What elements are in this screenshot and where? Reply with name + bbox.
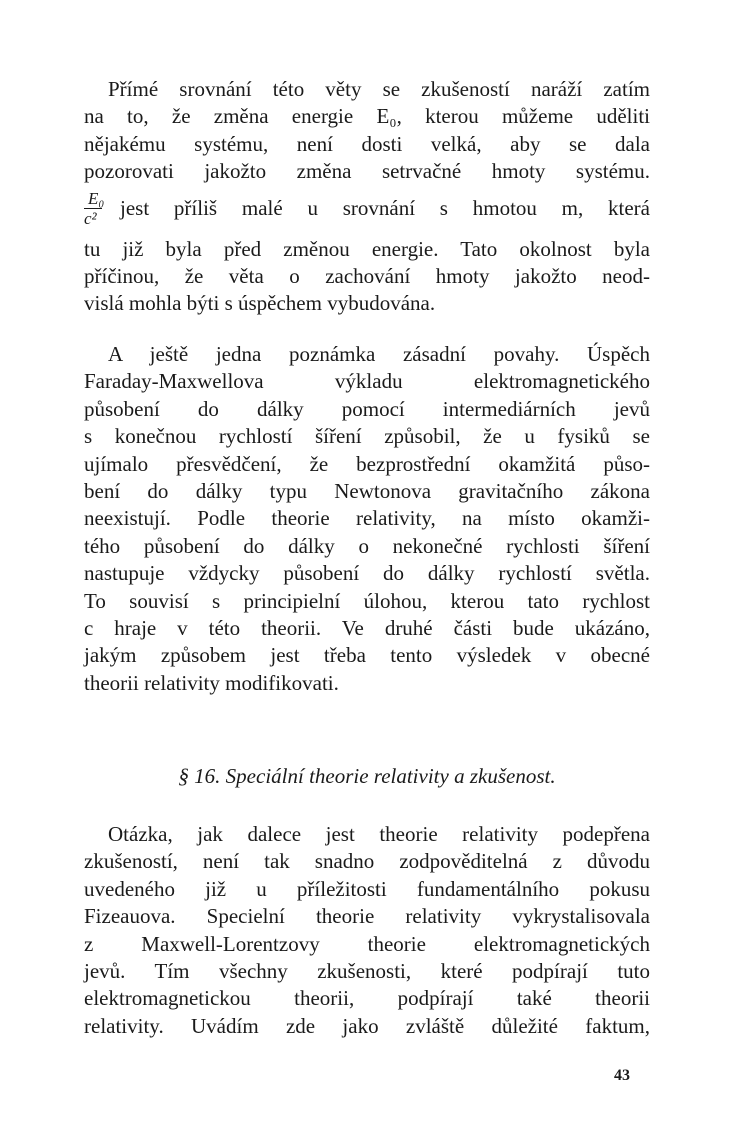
text-line: neexistují. Podle theorie relativity, na místo okamži- <box>84 506 650 531</box>
text-line: ujímalo přesvědčení, že bezprostřední okamžitá půso- <box>84 451 650 476</box>
text-line: bení do dálky typu Newtonova gravitačního zákona <box>84 478 650 503</box>
paragraph-1 <box>84 76 650 318</box>
text-line: Fizeauova. Specielní theorie relativity vykrystalisovala <box>84 904 650 929</box>
text-line: Faraday-Maxwellova výkladu elektromagnetického <box>84 369 650 394</box>
text-line: zkušeností, není tak snadno zodpověditelná z důvodu <box>84 849 650 874</box>
text-line: jevů. Tím všechny zkušenosti, které podpírají tuto <box>84 958 650 983</box>
text-line: Otázka, jak dalece jest theorie relativity podepřena <box>108 822 650 846</box>
text-line: působení do dálky pomocí intermediárních jevů <box>84 396 650 421</box>
text-line: na to, že změna energie E₀, kterou můžeme uděliti <box>84 104 650 129</box>
text-line: vislá mohla býti s úspěchem vybudována. <box>84 291 436 316</box>
paragraph-2 <box>84 341 650 697</box>
energy-fraction <box>84 190 112 227</box>
fraction-denominator: c² <box>84 208 97 228</box>
text-line: Přímé srovnání této věty se zkušeností naráží zatím <box>108 77 650 101</box>
text-line: uvedeného již u příležitosti fundamentálního pokusu <box>84 876 650 901</box>
text-line: relativity. Uvádím zde jako zvláště důležité faktum, <box>84 1013 650 1038</box>
fraction-line <box>84 186 650 236</box>
text-line: tého působení do dálky o nekonečné rychlosti šíření <box>84 533 650 558</box>
section-heading: § 16. Speciální theorie relativity a zkušenost. <box>178 764 556 788</box>
text-line: A ještě jedna poznámka zásadní povahy. Úspěch <box>108 342 650 366</box>
fraction-numerator: E₀ <box>88 188 105 208</box>
text-line: příčinou, že věta o zachování hmoty jakožto neod- <box>84 263 650 288</box>
text-line: jakým způsobem jest třeba tento výsledek v obecné <box>84 643 650 668</box>
text-line: pozorovati jakožto změna setrvačné hmoty systému. <box>84 159 650 184</box>
text-line: tu již byla před změnou energie. Tato okolnost byla <box>84 236 650 261</box>
text-line: nastupuje vždycky působení do dálky rychlostí světla. <box>84 561 650 586</box>
text-line: theorii relativity modifikovati. <box>84 670 339 695</box>
text-line: s konečnou rychlostí šíření způsobil, že u fysiků se <box>84 424 650 449</box>
text-line: elektromagnetickou theorii, podpírají také theorii <box>84 986 650 1011</box>
text-line: jest příliš malé u srovnání s hmotou m, která <box>120 195 650 220</box>
page-number: 43 <box>614 1067 630 1084</box>
text-line: c hraje v této theorii. Ve druhé části bude ukázáno, <box>84 615 650 640</box>
text-line: nějakému systému, není dosti velká, aby se dala <box>84 131 650 156</box>
paragraph-3 <box>84 821 650 1040</box>
text-line: To souvisí s principielní úlohou, kterou tato rychlost <box>84 588 650 613</box>
text-line: z Maxwell-Lorentzovy theorie elektromagnetických <box>84 931 650 956</box>
